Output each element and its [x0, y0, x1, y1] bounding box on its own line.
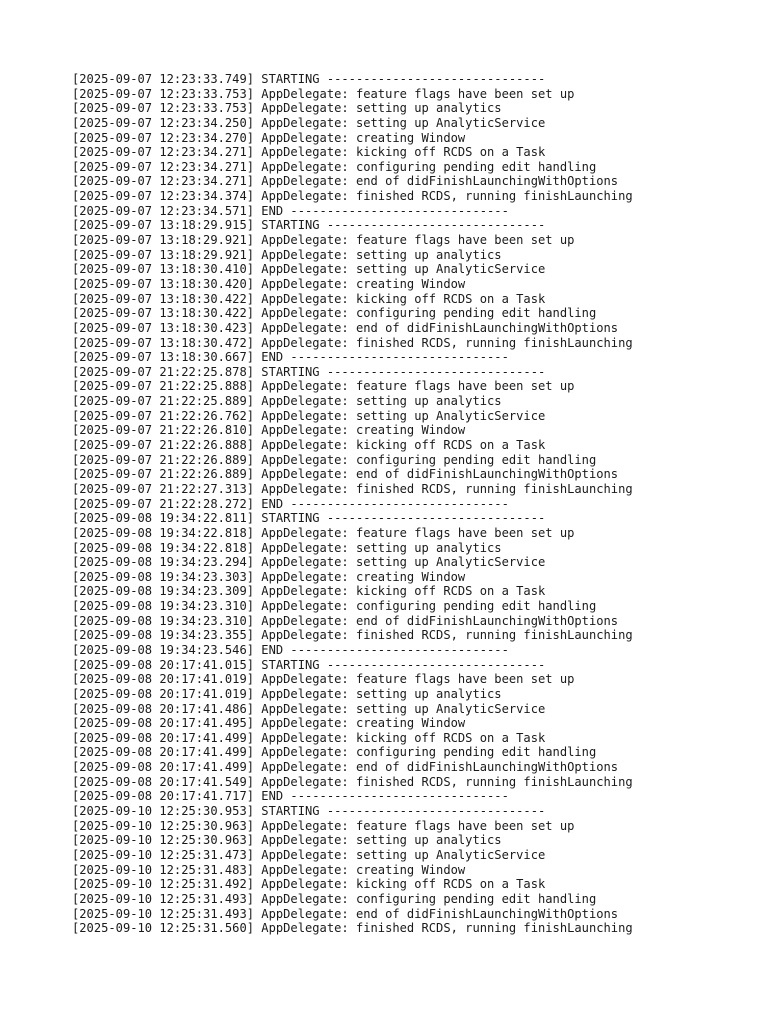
log-line: [2025-09-10 12:25:31.492] AppDelegate: kicking off RCDS on a Task: [72, 877, 546, 892]
log-line: [2025-09-07 21:22:27.313] AppDelegate: finished RCDS, running finishLaunching: [72, 481, 633, 496]
log-line: [2025-09-07 21:22:25.889] AppDelegate: setting up analytics: [72, 394, 502, 409]
log-line: [2025-09-08 20:17:41.717] END ------------------------------: [72, 789, 509, 804]
log-line: [2025-09-07 13:18:29.915] STARTING ------------------------------: [72, 218, 546, 233]
log-line: [2025-09-10 12:25:30.963] AppDelegate: feature flags have been set up: [72, 818, 575, 833]
log-line: [2025-09-08 19:34:22.818] AppDelegate: feature flags have been set up: [72, 525, 575, 540]
log-line: [2025-09-08 19:34:23.546] END ------------------------------: [72, 642, 509, 657]
log-line: [2025-09-08 19:34:22.818] AppDelegate: setting up analytics: [72, 540, 502, 555]
log-line: [2025-09-10 12:25:31.473] AppDelegate: setting up AnalyticService: [72, 847, 546, 862]
log-line: [2025-09-07 12:23:33.749] STARTING ------------------------------: [72, 72, 546, 86]
log-line: [2025-09-07 13:18:30.472] AppDelegate: finished RCDS, running finishLaunching: [72, 335, 633, 350]
log-line: [2025-09-08 20:17:41.495] AppDelegate: creating Window: [72, 716, 466, 731]
log-line: [2025-09-08 20:17:41.486] AppDelegate: setting up AnalyticService: [72, 701, 546, 716]
log-line: [2025-09-08 19:34:22.811] STARTING ------------------------------: [72, 511, 546, 526]
log-line: [2025-09-08 19:34:23.355] AppDelegate: finished RCDS, running finishLaunching: [72, 628, 633, 643]
log-line: [2025-09-08 19:34:23.310] AppDelegate: configuring pending edit handling: [72, 599, 597, 614]
log-line: [2025-09-07 12:23:34.271] AppDelegate: configuring pending edit handling: [72, 159, 597, 174]
log-line: [2025-09-07 21:22:25.878] STARTING ------------------------------: [72, 364, 546, 379]
log-line: [2025-09-07 12:23:34.270] AppDelegate: creating Window: [72, 130, 466, 145]
log-line: [2025-09-08 19:34:23.309] AppDelegate: kicking off RCDS on a Task: [72, 584, 546, 599]
log-line: [2025-09-10 12:25:31.493] AppDelegate: configuring pending edit handling: [72, 891, 597, 906]
log-line: [2025-09-07 21:22:26.889] AppDelegate: end of didFinishLaunchingWithOptions: [72, 467, 619, 482]
log-line: [2025-09-07 12:23:33.753] AppDelegate: setting up analytics: [72, 101, 502, 116]
log-line: [2025-09-08 19:34:23.310] AppDelegate: end of didFinishLaunchingWithOptions: [72, 613, 619, 628]
log-line: [2025-09-10 12:25:31.560] AppDelegate: finished RCDS, running finishLaunching: [72, 921, 633, 936]
log-line: [2025-09-07 13:18:30.422] AppDelegate: configuring pending edit handling: [72, 306, 597, 321]
log-line: [2025-09-07 13:18:29.921] AppDelegate: feature flags have been set up: [72, 233, 575, 248]
log-line: [2025-09-07 12:23:33.753] AppDelegate: feature flags have been set up: [72, 86, 575, 101]
log-line: [2025-09-08 20:17:41.499] AppDelegate: end of didFinishLaunchingWithOptions: [72, 760, 619, 775]
log-line: [2025-09-08 20:17:41.019] AppDelegate: feature flags have been set up: [72, 672, 575, 687]
log-line: [2025-09-07 12:23:34.271] AppDelegate: end of didFinishLaunchingWithOptions: [72, 174, 619, 189]
log-line: [2025-09-07 12:23:34.271] AppDelegate: kicking off RCDS on a Task: [72, 145, 546, 160]
log-line: [2025-09-10 12:25:30.953] STARTING ------------------------------: [72, 804, 546, 819]
log-line: [2025-09-07 12:23:34.374] AppDelegate: finished RCDS, running finishLaunching: [72, 189, 633, 204]
log-line: [2025-09-07 13:18:30.423] AppDelegate: end of didFinishLaunchingWithOptions: [72, 320, 619, 335]
log-line: [2025-09-08 20:17:41.015] STARTING ------------------------------: [72, 657, 546, 672]
log-line: [2025-09-08 19:34:23.303] AppDelegate: creating Window: [72, 569, 466, 584]
log-line: [2025-09-10 12:25:30.963] AppDelegate: setting up analytics: [72, 833, 502, 848]
log-line: [2025-09-08 20:17:41.549] AppDelegate: finished RCDS, running finishLaunching: [72, 774, 633, 789]
log-text: [72, 72, 633, 936]
log-line: [2025-09-07 21:22:26.888] AppDelegate: kicking off RCDS on a Task: [72, 438, 546, 453]
log-line: [2025-09-08 20:17:41.019] AppDelegate: setting up analytics: [72, 686, 502, 701]
log-line: [2025-09-07 13:18:30.420] AppDelegate: creating Window: [72, 276, 466, 291]
log-line: [2025-09-07 13:18:30.667] END ------------------------------: [72, 350, 509, 365]
log-line: [2025-09-07 13:18:29.921] AppDelegate: setting up analytics: [72, 247, 502, 262]
log-line: [2025-09-08 20:17:41.499] AppDelegate: kicking off RCDS on a Task: [72, 730, 546, 745]
log-line: [2025-09-07 21:22:26.810] AppDelegate: creating Window: [72, 423, 466, 438]
log-line: [2025-09-07 21:22:26.889] AppDelegate: configuring pending edit handling: [72, 452, 597, 467]
log-line: [2025-09-07 12:23:34.250] AppDelegate: setting up AnalyticService: [72, 115, 546, 130]
log-line: [2025-09-08 20:17:41.499] AppDelegate: configuring pending edit handling: [72, 745, 597, 760]
log-line: [2025-09-07 21:22:28.272] END ------------------------------: [72, 496, 509, 511]
log-line: [2025-09-10 12:25:31.483] AppDelegate: creating Window: [72, 862, 466, 877]
log-line: [2025-09-07 21:22:25.888] AppDelegate: feature flags have been set up: [72, 379, 575, 394]
log-line: [2025-09-07 12:23:34.571] END ------------------------------: [72, 203, 509, 218]
log-line: [2025-09-07 13:18:30.422] AppDelegate: kicking off RCDS on a Task: [72, 291, 546, 306]
log-line: [2025-09-10 12:25:31.493] AppDelegate: end of didFinishLaunchingWithOptions: [72, 906, 619, 921]
log-line: [2025-09-08 19:34:23.294] AppDelegate: setting up AnalyticService: [72, 555, 546, 570]
log-line: [2025-09-07 13:18:30.410] AppDelegate: setting up AnalyticService: [72, 262, 546, 277]
log-line: [2025-09-07 21:22:26.762] AppDelegate: setting up AnalyticService: [72, 408, 546, 423]
